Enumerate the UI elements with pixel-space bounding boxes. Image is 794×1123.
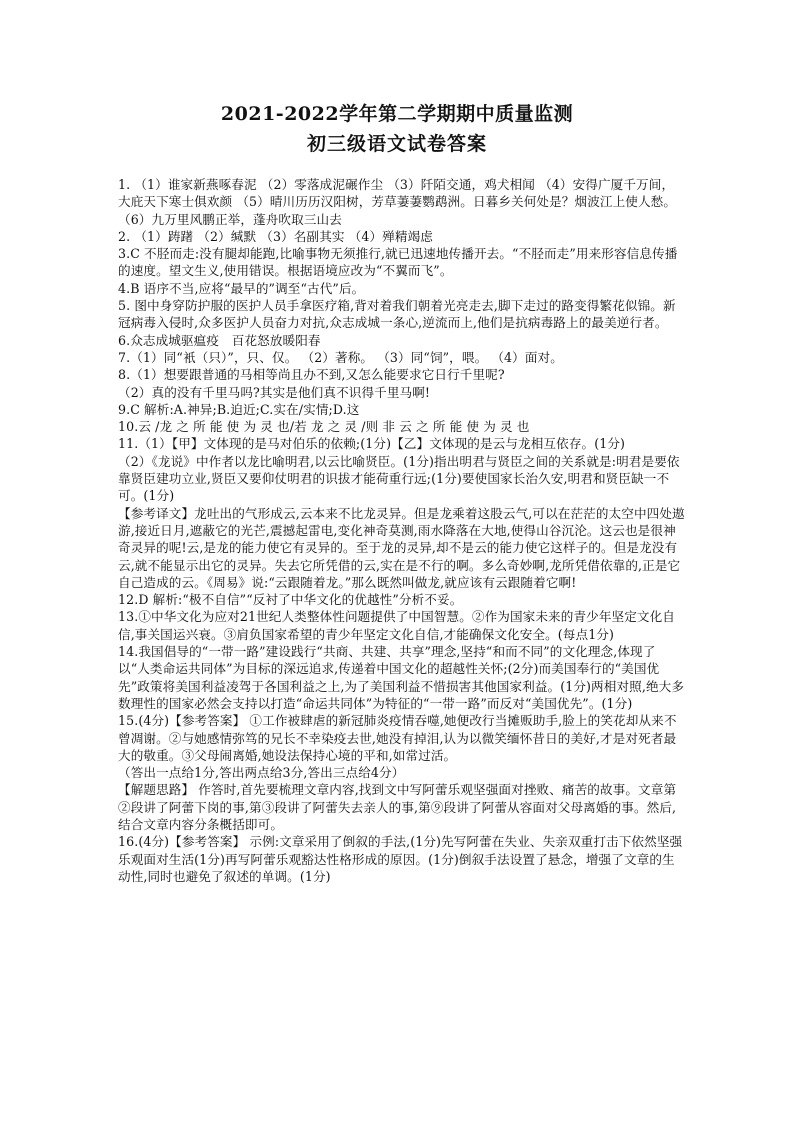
answer-paragraph: 2. （1）踌躇 （2）缄默 （3）名副其实 （4）殚精竭虑 bbox=[118, 228, 433, 244]
document-title: 2021-2022学年第二学期期中质量监测 bbox=[220, 103, 574, 125]
answer-paragraph: 12.D 解析:“极不自信”“反衬了中华文化的优越性”分析不妥。 bbox=[118, 592, 463, 608]
answer-list bbox=[118, 176, 686, 885]
answer-paragraph: （2）《龙说》中作者以龙比喻明君,以云比喻贤臣。(1分)指出明君与贤臣之间的关系就是:明君是要依靠贤臣建功立业,贤臣又要仰仗明君的识拔才能荷重行远;(1分)要使国家长治久安,明君和贤臣缺一不可。(1分) bbox=[118, 453, 680, 504]
answer-paragraph: （答出一点给1分,答出两点给3分,答出三点给4分） bbox=[118, 765, 405, 781]
answer-paragraph: 10.云 /龙 之 所 能 使 为 灵 也/若 龙 之 灵 /则 非 云 之 所 能 使 为 灵 也 bbox=[118, 419, 530, 435]
header bbox=[0, 100, 794, 158]
answer-paragraph: 11.（1）【甲】文体现的是马对伯乐的依赖;(1分)【乙】文体现的是云与龙相互依存。(1分) bbox=[118, 436, 626, 452]
answer-paragraph: 13.①中华文化为应对21世纪人类整体性问题提供了中国智慧。②作为国家未来的青少年坚定文化自信,事关国运兴衰。③肩负国家希望的青少年坚定文化自信,才能确保文化安全。(每点1分) bbox=[118, 609, 675, 642]
answer-paragraph: 【解题思路】 作答时,首先要梳理文章内容,找到文中写阿蕾乐观坚强面对挫败、痛苦的故事。文章第②段讲了阿蕾下岗的事,第③段讲了阿蕾失去亲人的事,第⑨段讲了阿蕾从容面对父母离婚的事。然后,结合文章内容分条概括即可。 bbox=[118, 782, 677, 832]
answer-paragraph: 3.C 不胫而走:没有腿却能跑,比喻事物无须推行,就已迅速地传播开去。“不胫而走”用来形容信息传播的速度。望文生义,使用错误。根据语境应改为“不翼而飞”。 bbox=[118, 246, 678, 279]
answer-paragraph: 4.B 语序不当,应将“最早的”调至“古代”后。 bbox=[118, 280, 365, 296]
answer-paragraph: 15.(4分)【参考答案】 ①工作被肆虐的新冠肺炎疫情吞噬,她便改行当摊贩助手,脸上的笑花却从来不曾凋谢。②与她感情弥笃的兄长不幸染疫去世,她没有掉泪,认为以微笑缅怀昔日的美好,才是对死者最大的敬重。③父母闹离婚,她设法保持心境的平和,如常过活。 bbox=[118, 713, 677, 763]
answer-paragraph: 7.（1）同“衹（只）”，只、仅。 （2）著称。 （3）同“饲”，喂。 （4）面对。 bbox=[118, 349, 563, 365]
answer-paragraph: 6.众志成城驱瘟疫 百花怒放暖阳春 bbox=[118, 332, 321, 348]
answer-paragraph: 16.(4分)【参考答案】 示例:文章采用了倒叙的手法,(1分)先写阿蕾在失业、失亲双重打击下依然坚强乐观面对生活(1分)再写阿蕾乐观豁达性格形成的原因。(1分)倒叙手法设置了悬念，增强了文章的生动性,同时也避免了叙述的单调。(1分) bbox=[118, 834, 683, 884]
answer-paragraph: 14.我国倡导的“一带一路”建设践行“共商、共建、共享”理念,坚持“和而不同”的文化理念,体现了以“人类命运共同体”为目标的深远追求,传递着中国文化的超越性关怀;(2分)而美国奉行的“美国优先”政策将美国利益凌驾于各国利益之上,为了美国利益不惜损害其他国家利益。(1分)两相对照,绝大多数理性的国家必然会支持以打造“命运共同体”为特征的“一带一路”而反对“美国优先”。(1分) bbox=[118, 644, 685, 711]
answer-paragraph: 5. 图中身穿防护服的医护人员手拿医疗箱,背对着我们朝着光亮走去,脚下走过的路变得繁花似锦。新冠病毒入侵时,众多医护人员奋力对抗,众志成城一条心,逆流而上,他们是抗病毒路上的最美逆行者。 bbox=[118, 298, 676, 331]
answer-paragraph: 9.C 解析:A.神异;B.迫近;C.实在/实情;D.这 bbox=[118, 401, 360, 417]
document-subtitle: 初三级语文试卷答案 bbox=[306, 133, 487, 155]
answer-paragraph: 8.（1）想要跟普通的马相等尚且办不到,又怎么能要求它日行千里呢? bbox=[118, 367, 505, 383]
answer-paragraph: 【参考译文】龙吐出的气形成云,云本来不比龙灵异。但是龙乘着这股云气,可以在茫茫的太空中四处遨游,接近日月,遮蔽它的光芒,震撼起雷电,变化神奇莫测,雨水降落在大地,使得山谷沉沦。这云也是很神奇灵异的呢!云,是龙的能力使它有灵异的。至于龙的灵异,却不是云的能力使它这样子的。但是龙没有云,就不能显示出它的灵异。失去它所凭借的云,实在是不行的啊。多么奇妙啊,龙所凭借依靠的,正是它自己造成的云。《周易》说:“云跟随着龙。”那么既然叫做龙,就应该有云跟随着它啊! bbox=[118, 505, 685, 590]
answer-paragraph: （2）真的没有千里马吗?其实是他们真不识得千里马啊! bbox=[118, 384, 431, 400]
answer-paragraph: 1. （1）谁家新燕啄春泥 （2）零落成泥碾作尘 （3）阡陌交通，鸡犬相闻 （4）安得广厦千万间，大庇天下寒士俱欢颜 （5）晴川历历汉阳树，芳草萋萋鹦鹉洲。日暮乡关何处是？烟波江上使人愁。（6）九万里风鹏正举，蓬舟吹取三山去 bbox=[118, 177, 677, 227]
